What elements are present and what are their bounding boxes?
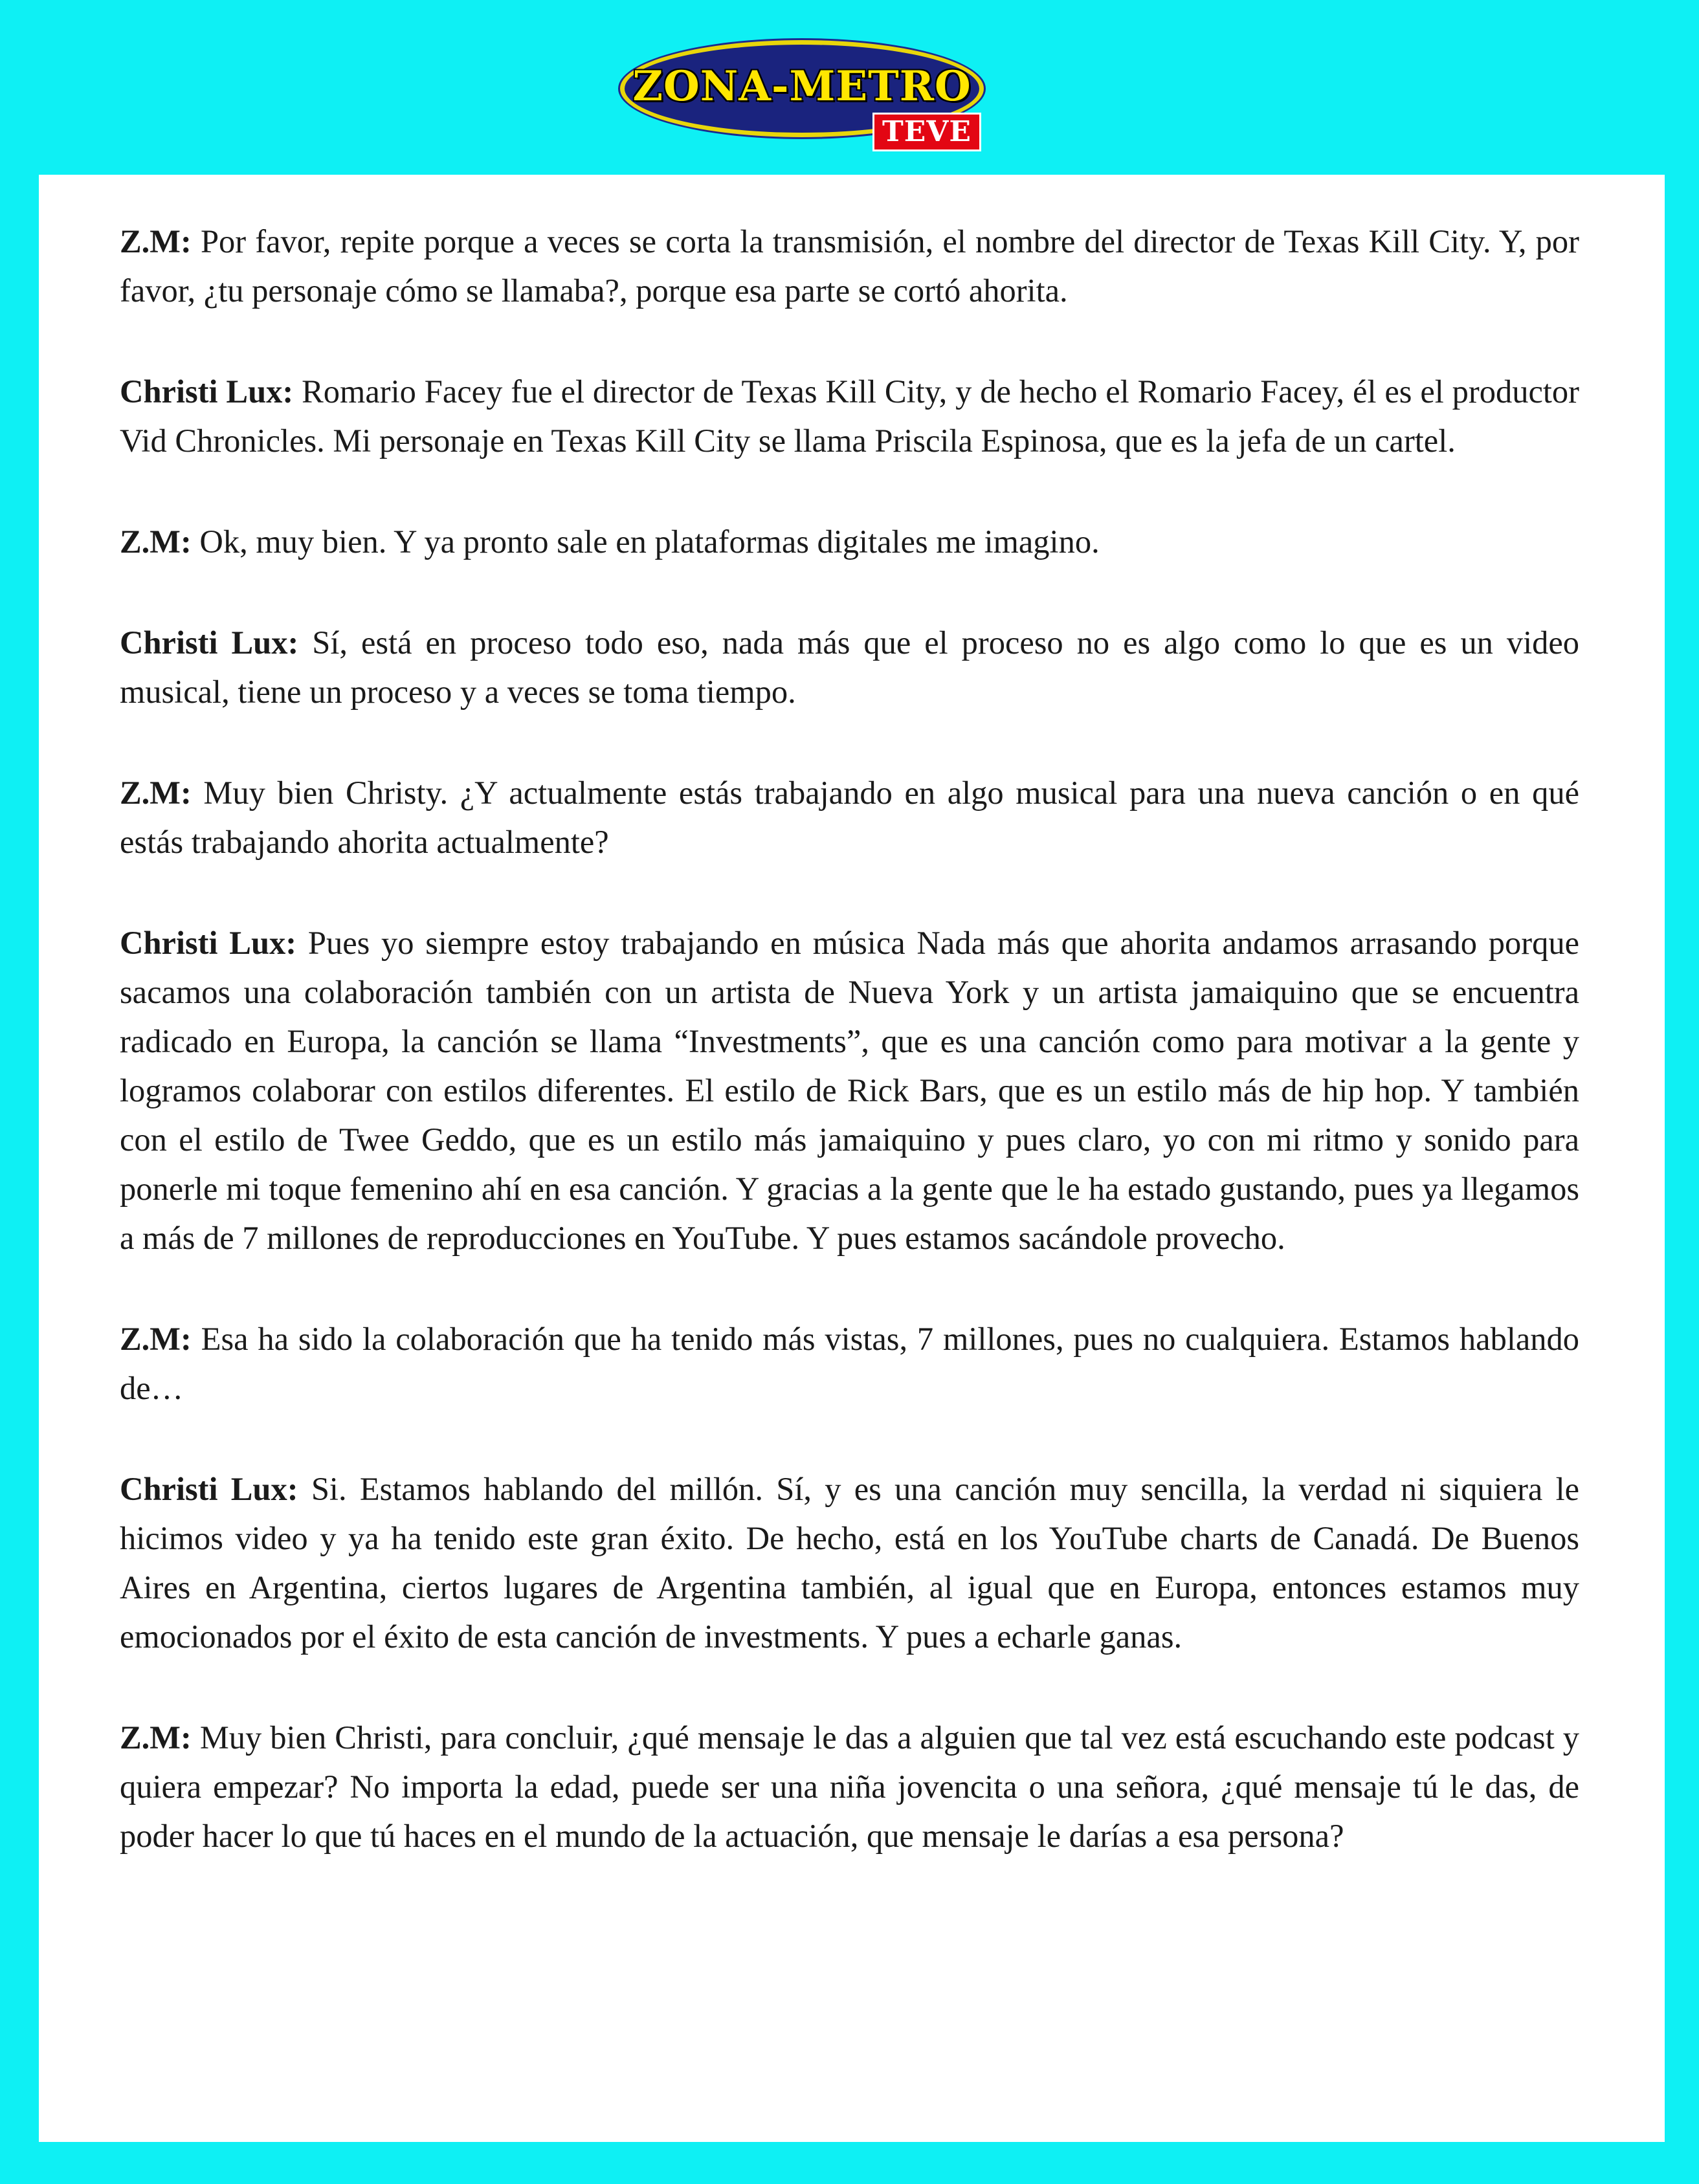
interview-entry [120, 618, 1579, 716]
entry-text: Muy bien Christi, para concluir, ¿qué mensaje le das a alguien que tal vez está escuchando este podcast y quiera empezar? No importa la edad, puede ser una niña jovencita o una señora, ¿qué mensaje tú le das, de poder hacer lo que tú haces en el mundo de la actuación, que mensaje le darías a esa persona? [120, 1719, 1580, 1854]
entry-text: Ok, muy bien. Y ya pronto sale en plataformas digitales me imagino. [199, 524, 1100, 560]
interview-entry [120, 918, 1579, 1263]
speaker-label: Z.M: [120, 775, 192, 811]
interview-entry [120, 1713, 1579, 1860]
entry-text: Romario Facey fue el director de Texas Kill City, y de hecho el Romario Facey, él es el productor Vid Chronicles. Mi personaje en Texas Kill City se llama Priscila Espinosa, que es la jefa de un cartel. [120, 373, 1579, 459]
logo-teve-badge: TEVE [872, 113, 981, 151]
interview-entry [120, 768, 1579, 866]
speaker-label: Z.M: [120, 223, 192, 259]
entry-text: Por favor, repite porque a veces se corta la transmisión, el nombre del director de Texas Kill City. Y, por favor, ¿tu personaje cómo se llamaba?, porque esa parte se cortó ahorita. [120, 223, 1580, 309]
speaker-label: Z.M: [120, 524, 192, 560]
speaker-label: Christi Lux: [120, 624, 299, 661]
interview-entry [120, 367, 1579, 465]
entry-text: Sí, está en proceso todo eso, nada más que el proceso no es algo como lo que es un video musical, tiene un proceso y a veces se toma tiempo. [120, 624, 1580, 710]
interview-entry [120, 217, 1579, 315]
logo-brand-text: ZONA-METRO [632, 62, 972, 111]
interview-entry [120, 517, 1579, 566]
document-page [39, 175, 1665, 2142]
speaker-label: Z.M: [120, 1719, 192, 1756]
interview-entry [120, 1464, 1579, 1661]
interview-entry [120, 1314, 1579, 1413]
entry-text: Pues yo siempre estoy trabajando en música Nada más que ahorita andamos arrasando porque sacamos una colaboración también con un artista de Nueva York y un artista jamaiquino que se encuentra radicado en Europa, la canción se llama “Investments”, que es una canción como para motivar a la gente y logramos colaborar con estilos diferentes. El estilo de Rick Bars, que es un estilo más de hip hop. Y también con el estilo de Twee Geddo, que es un estilo más jamaiquino y pues claro, yo con mi ritmo y sonido para ponerle mi toque femenino ahí en esa canción. Y gracias a la gente que le ha estado gustando, pues ya llegamos a más de 7 millones de reproducciones en YouTube. Y pues estamos sacándole provecho. [120, 925, 1579, 1256]
entry-text: Si. Estamos hablando del millón. Sí, y es una canción muy sencilla, la verdad ni siquiera le hicimos video y ya ha tenido este gran éxito. De hecho, está en los YouTube charts de Canadá. De Buenos Aires en Argentina, ciertos lugares de Argentina también, al igual que en Europa, entonces estamos muy emocionados por el éxito de esta canción de investments. Y pues a echarle ganas. [120, 1471, 1580, 1655]
interview-text [120, 217, 1579, 1860]
entry-text: Muy bien Christy. ¿Y actualmente estás trabajando en algo musical para una nueva canción o en qué estás trabajando ahorita actualmente? [120, 775, 1579, 860]
speaker-label: Christi Lux: [120, 925, 297, 961]
zona-metro-logo [620, 40, 989, 155]
speaker-label: Christi Lux: [120, 1471, 298, 1507]
speaker-label: Z.M: [120, 1321, 192, 1357]
entry-text: Esa ha sido la colaboración que ha tenido más vistas, 7 millones, pues no cualquiera. Estamos hablando de… [120, 1321, 1580, 1406]
speaker-label: Christi Lux: [120, 373, 294, 410]
